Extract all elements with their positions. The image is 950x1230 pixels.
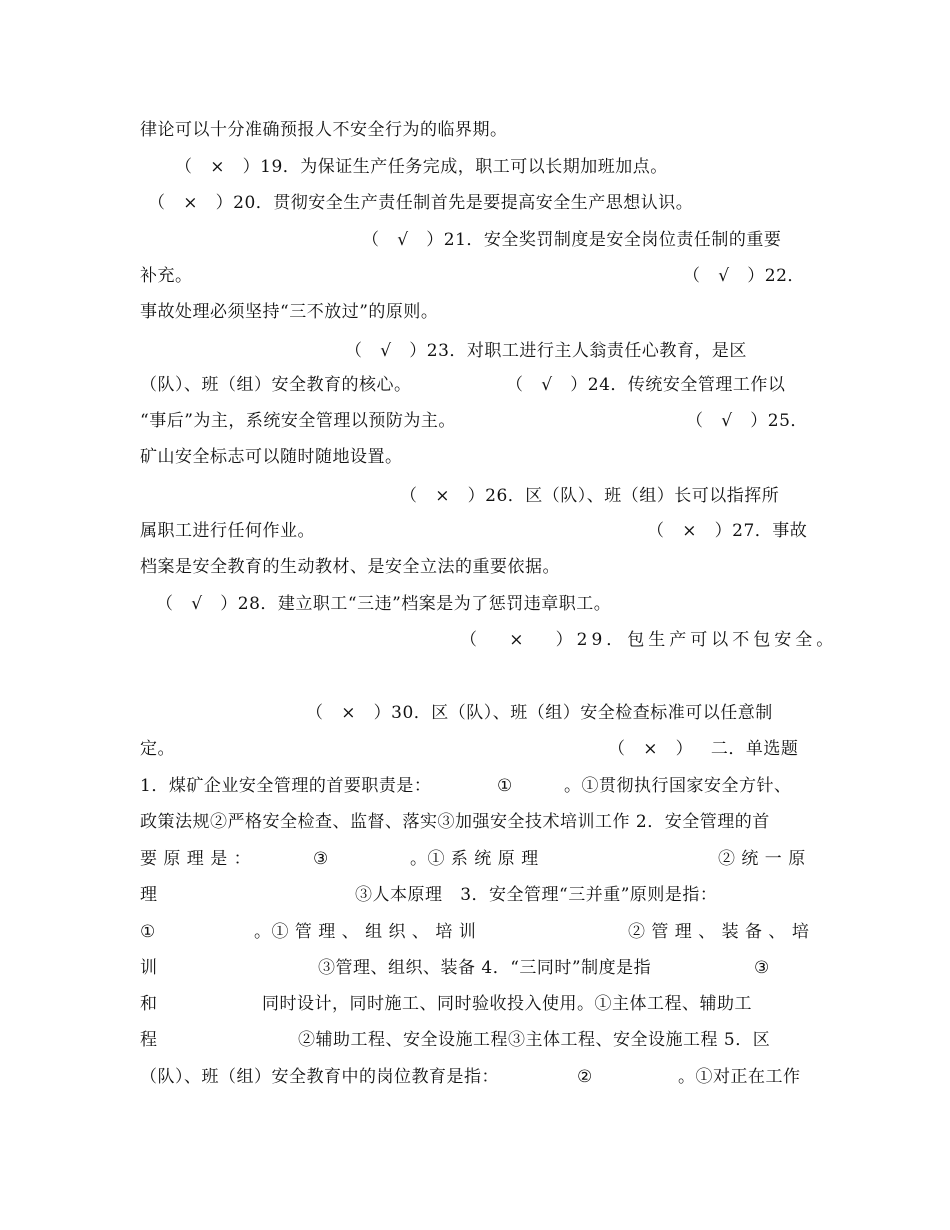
text-line: 训: [140, 958, 158, 978]
text-line: 理: [140, 885, 158, 905]
question-28: （ √ ）28．建立职工“三违”档案是为了惩罚违章职工。: [156, 594, 612, 614]
text-line: 。①对正在工作: [678, 1067, 801, 1087]
text-line: 事故处理必须坚持“三不放过”的原则。: [140, 302, 439, 322]
text-line: （队）、班（组）安全教育中的岗位教育是指：: [140, 1067, 499, 1087]
text-line: “事后”为主，系统安全管理以预防为主。: [140, 411, 456, 431]
option-line: 。① 管 理 、 组 织 、 培 训: [254, 922, 477, 942]
question-27: （ × ）27．事故: [647, 521, 808, 541]
text-line: 。①贯彻执行国家安全方针、: [564, 776, 792, 796]
question-29: （ × ）29．包生产可以不包安全。: [460, 630, 838, 650]
text-line: 定。: [140, 739, 175, 759]
text-line: 矿山安全标志可以随时随地设置。: [140, 447, 403, 467]
text-line: 政策法规②严格安全检查、监督、落实③加强安全技术培训工作 2．安全管理的首: [140, 812, 770, 832]
section-heading-single-choice: （ × ） 二．单选题: [608, 739, 799, 759]
answer-mark: ②: [577, 1067, 593, 1087]
text-line: 程: [140, 1030, 158, 1050]
question-30: （ × ）30．区（队）、班（组）安全检查标准可以任意制: [306, 703, 773, 723]
text-line: 档案是安全教育的生动教材、是安全立法的重要依据。: [140, 557, 560, 577]
text-line: （队）、班（组）安全教育的核心。: [140, 375, 412, 395]
question-21: （ √ ）21．安全奖罚制度是安全岗位责任制的重要: [362, 230, 782, 250]
question-5: ②辅助工程、安全设施工程③主体工程、安全设施工程 5．区: [298, 1030, 771, 1050]
question-3: ③人本原理 3．安全管理“三并重”原则是指：: [355, 885, 718, 905]
answer-mark: ①: [497, 776, 513, 796]
question-4: ③管理、组织、装备 4．“三同时”制度是指: [318, 958, 652, 978]
option-line: ② 管 理 、 装 备 、 培: [628, 922, 810, 942]
answer-mark: ③: [754, 958, 770, 978]
question-24: （ √ ）24．传统安全管理工作以: [506, 375, 786, 395]
question-19: （ × ）19．为保证生产任务完成，职工可以长期加班加点。: [175, 157, 668, 177]
question-22: （ √ ）22．: [683, 266, 805, 286]
answer-mark: ①: [140, 922, 156, 942]
question-23: （ √ ）23．对职工进行主人翁责任心教育，是区: [345, 341, 747, 361]
answer-mark: ③: [313, 849, 329, 869]
option-line: 。① 系 统 原 理: [410, 849, 539, 869]
text-line: 和: [140, 994, 158, 1014]
text-line: 补充。: [140, 266, 193, 286]
text-line: 律论可以十分准确预报人不安全行为的临界期。: [140, 120, 508, 140]
question-1: 1．煤矿企业安全管理的首要职责是：: [140, 776, 432, 796]
text-line: 同时设计，同时施工、同时验收投入使用。①主体工程、辅助工: [262, 994, 752, 1014]
option-line: ② 统 一 原: [718, 849, 806, 869]
question-2: 要 原 理 是 ：: [140, 849, 252, 869]
question-25: （ √ ）25．: [686, 411, 808, 431]
question-26: （ × ）26．区（队）、班（组）长可以指挥所: [400, 486, 780, 506]
text-line: 属职工进行任何作业。: [140, 521, 315, 541]
question-20: （ × ）20．贯彻安全生产责任制首先是要提高安全生产思想认识。: [148, 193, 694, 213]
